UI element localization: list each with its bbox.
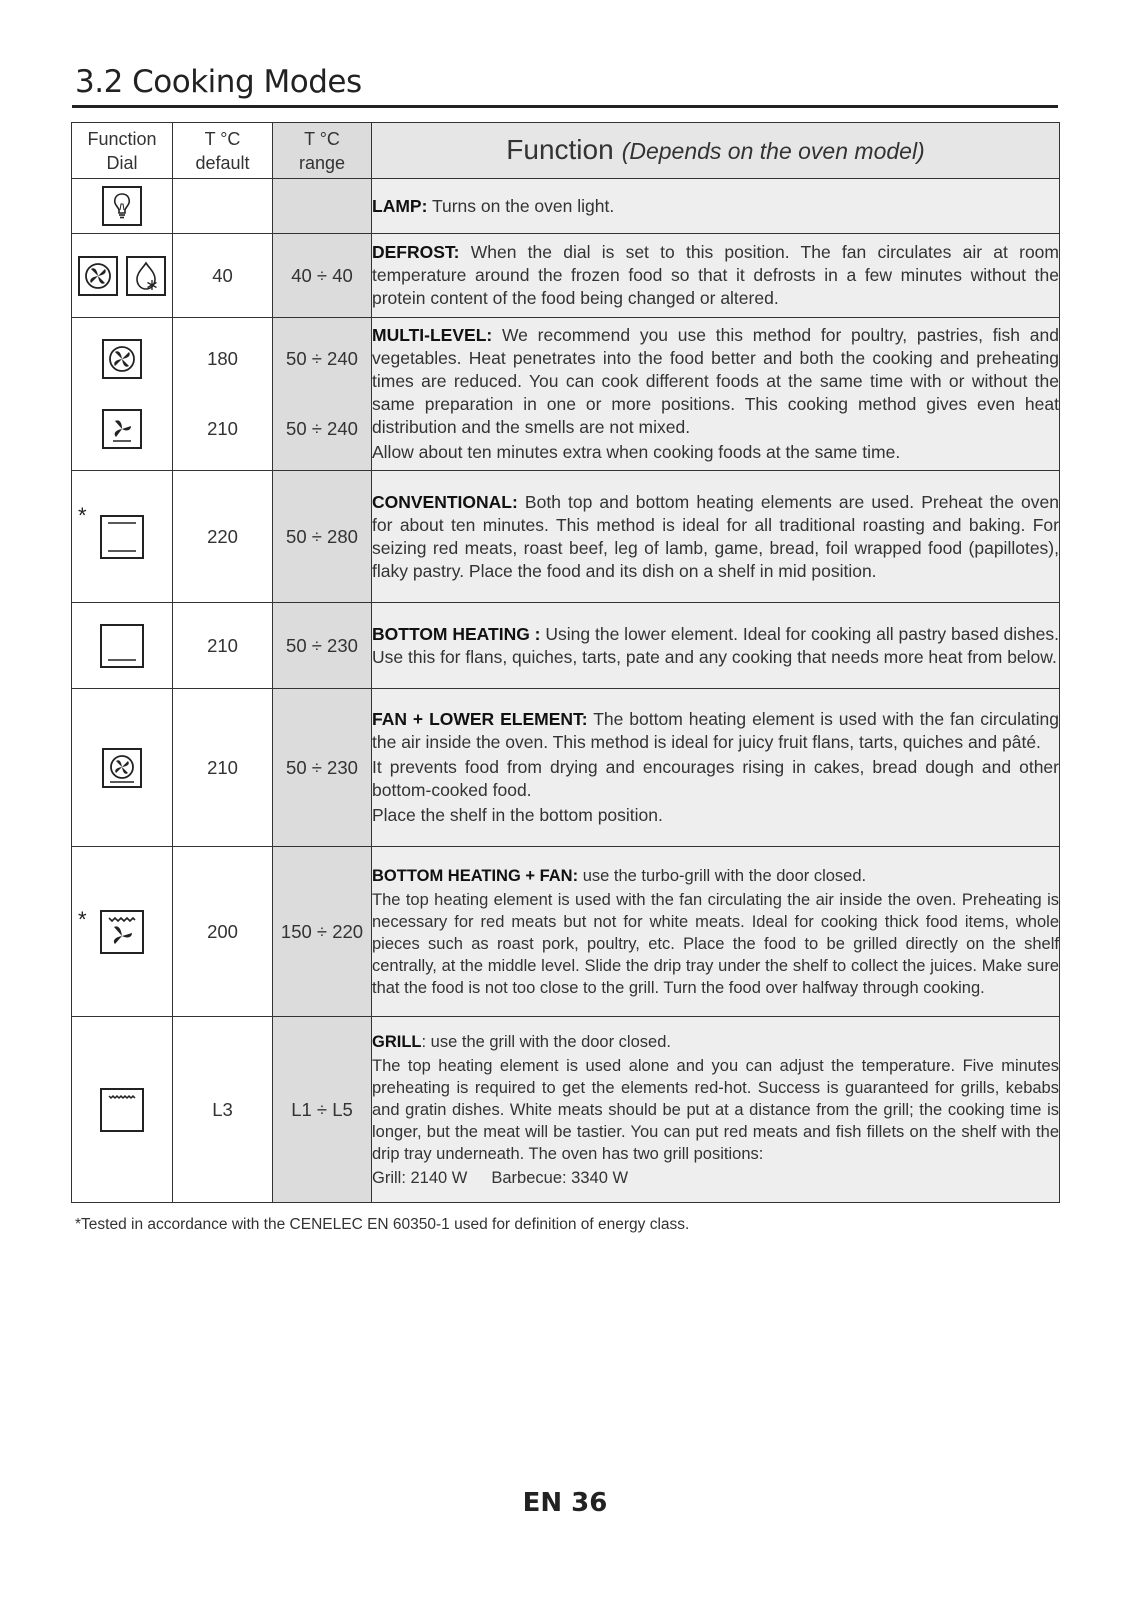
default-temp-cell: 210 xyxy=(173,689,273,847)
default-temp-cell xyxy=(173,318,273,471)
header-function-dial: Function Dial xyxy=(72,123,173,179)
mode-name: GRILL xyxy=(372,1032,422,1051)
mode-text: Turns on the oven light. xyxy=(431,195,615,216)
mode-text: : use the grill with the door closed. xyxy=(421,1032,671,1051)
temp-range-cell: L1 ÷ L5 xyxy=(273,1017,372,1203)
top-bottom-heat-icon xyxy=(100,515,144,559)
mode-text: We recommend you use this method for poultry, pastries, fish and vegetables. Heat penetrates into the food better and both the cooking and preheating times are reduced. You can cook different foods at the same time with or without the same preparation in one or more positions. This cooking method gives even heat distribution and the smells are not mixed. xyxy=(372,325,1059,437)
function-description xyxy=(372,847,1060,1017)
mode-text: Both top and bottom heating elements are used. Preheat the oven for about ten minutes. This method is ideal for all traditional roasting and baking. For seizing red meats, roast beef, leg of lamb, game, bread, foil wrapped food (papillotes), flaky pastry. Place the food and its dish on a shelf in mid position. xyxy=(372,491,1059,581)
table-row xyxy=(72,318,1060,471)
mode-text-extra: Place the shelf in the bottom position. xyxy=(372,805,663,825)
function-dial-cell xyxy=(72,471,173,603)
function-dial-cell xyxy=(72,179,173,234)
energy-test-star: * xyxy=(78,907,87,932)
table-row xyxy=(72,689,1060,847)
temp-range-cell: 50 ÷ 230 xyxy=(273,689,372,847)
mode-name: DEFROST: xyxy=(372,242,460,262)
default-temp-cell: L3 xyxy=(173,1017,273,1203)
header-function xyxy=(372,123,1060,179)
mode-text-extra: The top heating element is used with the fan circulating the air inside the oven. Preheating is necessary for red meats but not for white meats. Ideal for cooking thick food items, whole pieces such as roast pork, poultry, etc. Place the food to be grilled directly on the shelf centrally, at the middle level. Slide the drip tray under the shelf to collect the juices. Make sure that the food is not too close to the grill. Turn the food over halfway through cooking. xyxy=(372,890,1059,997)
temp-range-value: 50 ÷ 240 xyxy=(286,418,358,439)
temp-range-cell: 50 ÷ 230 xyxy=(273,603,372,689)
temp-range-cell: 50 ÷ 280 xyxy=(273,471,372,603)
table-row xyxy=(72,847,1060,1017)
function-description xyxy=(372,689,1060,847)
mode-text-extra: The top heating element is used alone and you can adjust the temperature. Five minutes preheating is required to get the elements red-hot. Success is guaranteed for grills, kebabs and gratin dishes. White meats should be put at a distance from the grill; the cooking time is longer, but the meat will be tastier. You can put red meats and fish fillets on the shelf with the drip tray underneath. The oven has two grill positions: xyxy=(372,1056,1059,1163)
function-description xyxy=(372,234,1060,318)
function-dial-cell xyxy=(72,234,173,318)
default-temp-value: 180 xyxy=(207,348,238,369)
table-row xyxy=(72,603,1060,689)
mode-name: MULTI-LEVEL: xyxy=(372,325,493,345)
table-row xyxy=(72,1017,1060,1203)
bottom-heat-icon xyxy=(100,624,144,668)
title-underline xyxy=(72,105,1058,108)
table-row xyxy=(72,471,1060,603)
function-description xyxy=(372,471,1060,603)
grill-fan-icon xyxy=(100,910,144,954)
default-temp-cell: 40 xyxy=(173,234,273,318)
footnote: *Tested in accordance with the CENELEC EN 60350-1 used for definition of energy class. xyxy=(75,1216,690,1233)
function-dial-cell xyxy=(72,689,173,847)
mode-text: Using the lower element. Ideal for cooking all pastry based dishes. Use this for flans, quiches, tarts, pate and any cooking that needs more heat from below. xyxy=(372,623,1060,667)
energy-test-star: * xyxy=(78,503,87,528)
cooking-modes-table xyxy=(71,122,1060,1203)
function-dial-cell xyxy=(72,318,173,471)
function-description xyxy=(372,318,1060,471)
table-row xyxy=(72,179,1060,234)
temp-range-cell: 40 ÷ 40 xyxy=(273,234,372,318)
mode-text-extra: It prevents food from drying and encourages rising in cakes, bread dough and other bottom-cooked food. xyxy=(372,757,1059,800)
temp-range-cell: 150 ÷ 220 xyxy=(273,847,372,1017)
header-default-temp: T °C default xyxy=(173,123,273,179)
function-description xyxy=(372,179,1060,234)
fan-bottom-heat-icon xyxy=(102,748,142,788)
fan-icon xyxy=(78,256,118,296)
mode-text: When the dial is set to this position. The fan circulates air at room temperature around the frozen food so that it defrosts in a few minutes without the protein content of the food being changed or altered. xyxy=(372,242,1059,308)
function-dial-cell xyxy=(72,847,173,1017)
temp-range-cell xyxy=(273,318,372,471)
lamp-icon xyxy=(102,186,142,226)
mode-text: use the turbo-grill with the door closed. xyxy=(582,866,867,885)
temp-range-value: 50 ÷ 240 xyxy=(286,348,358,369)
mode-name: BOTTOM HEATING : xyxy=(372,623,541,644)
function-dial-cell xyxy=(72,1017,173,1203)
fan-icon xyxy=(102,339,142,379)
default-temp-cell: 220 xyxy=(173,471,273,603)
grill-icon xyxy=(100,1088,144,1132)
table-row xyxy=(72,234,1060,318)
mode-text: The bottom heating element is used with the fan circulating the air inside the oven. This method is ideal for juicy fruit flans, tarts, quiches and pâté. xyxy=(372,709,1060,752)
mode-name: LAMP: xyxy=(372,195,428,216)
temp-range-cell xyxy=(273,179,372,234)
defrost-drop-icon xyxy=(126,256,166,296)
grill-power: Grill: 2140 W xyxy=(372,1168,468,1187)
header-function-sub: (Depends on the oven model) xyxy=(621,138,925,164)
page-title: 3.2 Cooking Modes xyxy=(75,64,362,100)
function-description xyxy=(372,1017,1060,1203)
default-temp-cell xyxy=(173,179,273,234)
barbecue-power: Barbecue: 3340 W xyxy=(491,1168,629,1187)
table-header-row xyxy=(72,123,1060,179)
mode-name: FAN + LOWER ELEMENT: xyxy=(372,709,588,729)
function-dial-cell xyxy=(72,603,173,689)
header-temp-range: T °C range xyxy=(273,123,372,179)
header-function-main: Function xyxy=(506,134,614,165)
default-temp-value: 210 xyxy=(207,418,238,439)
function-description xyxy=(372,603,1060,689)
mode-name: BOTTOM HEATING + FAN: xyxy=(372,866,579,885)
default-temp-cell: 200 xyxy=(173,847,273,1017)
page-number: EN 36 xyxy=(522,1488,608,1518)
fan-with-ring-icon xyxy=(102,409,142,449)
default-temp-cell: 210 xyxy=(173,603,273,689)
mode-text-extra: Allow about ten minutes extra when cooking foods at the same time. xyxy=(372,442,901,462)
mode-name: CONVENTIONAL: xyxy=(372,491,518,512)
